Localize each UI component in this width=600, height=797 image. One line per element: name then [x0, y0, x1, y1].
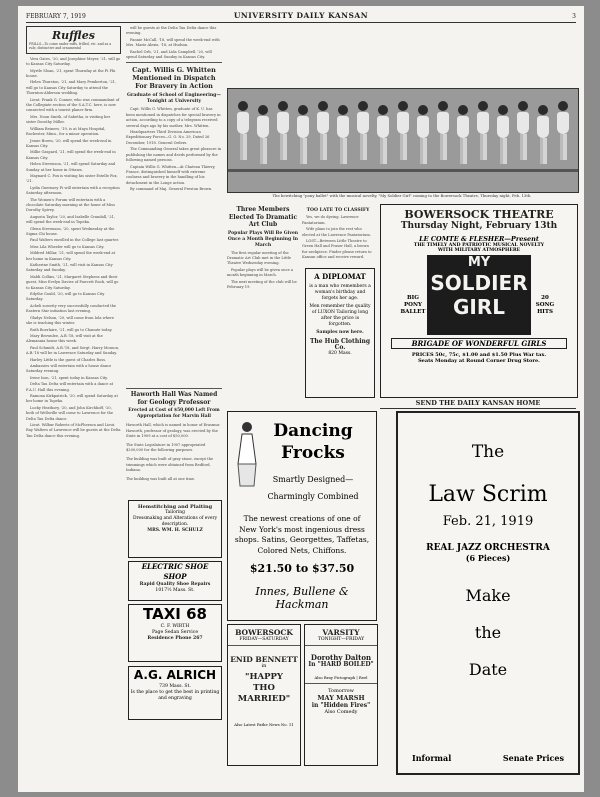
- law-senate-prices: Senate Prices: [502, 753, 564, 763]
- ruffles-title: Ruffles: [52, 29, 95, 42]
- society-paragraph: Glenn Stevenson, '20, spent Wednesday at the Sigma Chi house.: [26, 226, 115, 236]
- show-tagline-2: WITH MILITARY ATMOSPHERE: [437, 248, 521, 253]
- misc-paragraph: will be guests at the Delta Tau Delta dance this evening.: [126, 26, 217, 36]
- shoe-shop-line-1: Rapid Quality Shoe Repairs: [139, 582, 211, 587]
- alrich-address: 739 Mass. St.: [159, 684, 191, 689]
- logo-word-1: MY: [467, 255, 491, 270]
- my-soldier-girl-logo: [427, 255, 531, 335]
- masthead: [26, 10, 576, 23]
- society-paragraph: Harley Little is the guest of Charles Ross.: [30, 357, 107, 362]
- producer-line: LE COMTE & FLESHER—Present: [419, 235, 539, 243]
- society-paragraph: Paul Schmidt, A.B.'18, and Sergt. Harry Mosson, A.B.'18 will be in Lawrence Saturday and Sunday.: [26, 345, 120, 356]
- frocks-sub-1: Smartly Designed—: [272, 475, 354, 484]
- society-paragraph: Lieut. Wilbur Roberts of McPherson and Lieut. Ray Walters of Lawrence will be guests at the Delta Tau Delta dance this evening.: [26, 423, 121, 438]
- society-paragraph: Katherine Smith, '21, will visit in Kansas City Saturday and Sunday.: [26, 263, 113, 273]
- dancer-figure: [376, 105, 390, 165]
- dancer-figure: [336, 105, 350, 165]
- society-paragraph: Ruth Boerlaire, '21, will go to Chanute today.: [30, 327, 113, 332]
- newspaper-page: [18, 6, 584, 792]
- society-paragraph: Miss Lila Wheeler will go to Kansas City.: [30, 244, 105, 249]
- shoe-shop-name: ELECTRIC SHOE SHOP: [141, 562, 209, 581]
- dramatic-subhead: Popular Plays Will Be Given Once a Month Beginning In March: [227, 230, 299, 248]
- photo-caption: The bewitching "pony ballet" with the musical novelty, "My Soldier Girl" coming to the Bowersock Theatre, Thursday night, Feb. 13th.: [272, 193, 532, 198]
- society-column: [26, 26, 121, 788]
- dancer-figure: [316, 101, 330, 161]
- varsity-comedy: Also Comedy: [324, 709, 358, 715]
- society-paragraph: Maynard C. Fox is visiting his sister Estelle Fox, '21.: [26, 173, 118, 184]
- news-column: [126, 26, 222, 446]
- dancer-figure: [236, 101, 250, 161]
- dramatic-paragraph: Popular plays will be given once a month beginning in March.: [227, 267, 294, 278]
- society-paragraph: Jessie Boren, '20, will spend the week-end in Kansas City.: [26, 138, 112, 148]
- pony-ballet-label: BIG PONY BALLET: [400, 295, 426, 315]
- society-notes: [26, 57, 121, 439]
- classified-heading: TOO LATE TO CLASSIFY: [306, 208, 370, 213]
- society-paragraph: Mrs. Noon Smith, of Sabetha, is visiting her sister Dorothy Miller.: [26, 114, 111, 125]
- varsity-ad: [304, 624, 378, 766]
- hub-clothing-address: 820 Mass.: [328, 351, 352, 356]
- society-paragraph: Millie Gaspard, '21, will spend the week-end in Kansas City.: [26, 150, 116, 160]
- bowersock-show-days: FRIDAY—SATURDAY: [239, 637, 289, 642]
- society-paragraph: Vera Gates, '20, and Josephine Meyer, '21, will go to Kansas City Saturday.: [26, 56, 121, 67]
- classified-paragraph: Wife plans to join the rest who elected at the Lawrence Pantatorium.: [302, 227, 371, 237]
- frocks-title: Dancing Frocks: [273, 421, 353, 463]
- haworth-paragraph: The building was built all at one time.: [126, 477, 196, 482]
- society-paragraph: Helen Thurston, '21, and Mary Pemberton, '21, will go to Kansas City Saturday to attend the Thornton-Alderson wedding.: [26, 80, 117, 96]
- shoe-shop-address: 1017½ Mass. St.: [155, 588, 195, 593]
- law-the: The: [471, 442, 505, 462]
- taxi-phone: Residence Phone 267: [147, 636, 203, 641]
- law-informal: Informal: [412, 753, 452, 763]
- haworth-paragraph: The building was built of gray stone, except the trimmings which were obtained from Bedford, Indiana.: [126, 457, 214, 473]
- seat-sale: Seats Monday at Round Corner Drug Store.: [418, 358, 540, 364]
- dancer-figure: [416, 105, 430, 165]
- bowersock-in: in: [261, 663, 267, 669]
- film-title: "HAPPY THO MARRIED": [237, 672, 291, 704]
- dancer-figure: [436, 101, 450, 161]
- page-number: 3: [572, 13, 576, 20]
- society-paragraph: Irene Ison, '21, spent today in Kansas City.: [30, 375, 108, 380]
- show-tagline-1: THE TIMELY AND PATRIOTIC MUSICAL NOVELTY: [413, 243, 545, 248]
- electric-shoe-shop-ad: [128, 561, 222, 601]
- ticket-prices: PRICES 50c, 75c, $1.00 and $1.50 Plus War tax.: [411, 352, 547, 358]
- hemstitching-line-2: Dressmaking and Alterations of every description.: [132, 516, 218, 527]
- whitten-paragraph: By command of Maj. General Preston Brown.: [130, 187, 213, 192]
- enid-bennett: ENID BENNETT: [230, 655, 298, 664]
- society-paragraph: Ramona Kirkpatrick, '20, will spend Saturday at her home in Topeka.: [26, 393, 118, 404]
- haworth-subhead: Erected at Cost of $50,000 Left From Appropriation for Marvin Hall: [128, 408, 220, 419]
- society-paragraph: Lucky Heathory, '20, and John Kirchhoff, '20, both of Wellsville will come to Lawrence for the Delta Tau Delta dance.: [26, 405, 113, 421]
- diplomat-ad: [305, 268, 375, 398]
- alrich-slogan: Is the place to get the best in printing and engraving: [130, 690, 220, 701]
- orchestra-pieces: (6 Pieces): [465, 553, 511, 563]
- varsity-title: VARSITY: [322, 628, 360, 637]
- taxi-ad: [128, 604, 222, 662]
- law-make: Make: [465, 586, 511, 605]
- frocks-price: $21.50 to $37.50: [249, 562, 355, 575]
- society-paragraph: Ambassies will entertain with a house dance Saturday evening.: [26, 363, 112, 374]
- society-paragraph: Myrtle Sloan, '21, spent Thursday at the Pi Phi house.: [26, 68, 116, 79]
- society-paragraph: Mary Brownlee, A.B.'18, will visit at the Alemannia house this week.: [26, 333, 103, 344]
- whitten-article: [126, 107, 222, 192]
- diplomat-title: A DIPLOMAT: [314, 272, 366, 281]
- song-hits-label: 20 SONG HITS: [535, 295, 555, 315]
- ruffles-subtitle: FRILLS—To come under ruffs, frilled, etc. and as a rule, distinctive and ornamental: [29, 42, 112, 51]
- hemstitching-proprietor: MRS. WM. H. SCHULZ: [147, 528, 203, 533]
- logo-word-2: SOLDIER: [430, 271, 528, 295]
- society-paragraph: The Women's Forum will entertain with a chocolate Saturday morning at the home of Miss Dorothy Spivey.: [26, 197, 115, 213]
- jazz-orchestra: REAL JAZZ ORCHESTRA: [426, 543, 550, 553]
- dancer-figure: [356, 101, 370, 161]
- misc-paragraph: Fannie McCall, '18, will spend the week-end with Mrs. Marie Alexis, '18, at Hudson.: [126, 37, 220, 48]
- misc-notes: [126, 26, 222, 60]
- bowersock-date: Thursday Night, February 13th: [400, 221, 558, 231]
- dancer-figure: [516, 101, 530, 161]
- bray-pictograph: Also Bray Pictograph | Reel: [314, 675, 368, 680]
- dancing-frocks-ad: [227, 411, 377, 621]
- dramatic-club-article: [227, 206, 299, 406]
- society-paragraph: William Reiners, '19, is at Mayo Hospital, Rochester, Minn., for a minor operation.: [26, 126, 106, 137]
- taxi-owner: C. F. WIRTH: [160, 624, 190, 629]
- classified-paragraph: Yes, we do dyeing. Lawrence Pantatorium.: [302, 215, 359, 225]
- taxi-service: Page Sedan Service: [151, 630, 199, 635]
- dancer-figure: [496, 105, 510, 165]
- society-paragraph: Delta Tau Delta will entertain with a dance at F.A.U. Hall this evening.: [26, 382, 114, 392]
- law-scrim-date: Feb. 21, 1919: [442, 514, 534, 529]
- dancer-figure: [256, 105, 270, 165]
- bowersock-show-ad: [227, 624, 301, 766]
- dancer-figure: [456, 105, 470, 165]
- hemstitching-line-1: Tailoring: [165, 510, 185, 515]
- hemstitching-ad: [128, 500, 222, 558]
- hidden-fires: in "Hidden Fires": [311, 702, 371, 709]
- whitten-paragraph: The Commanding General takes great pleasure in publishing the names and deeds performed by the following named persons.: [126, 147, 222, 163]
- whitten-paragraph: Capt. Willis G. Whitten, graduate of K. U. has been mentioned in dispatches for special bravery in action, according to a copy of a telegram received several days ago by his mother, Mrs. Whitten.: [126, 107, 221, 128]
- logo-word-3: GIRL: [452, 295, 505, 319]
- law-scrim-ad: [396, 411, 580, 775]
- dancer-figure: [296, 105, 310, 165]
- society-paragraph: Lieut. Frank G. Conner, who was commandant of the Collegiate section of the S.A.T.C. here, is now connected with a tourist planer firm.: [26, 97, 120, 113]
- hard-boiled: In "HARD BOILED": [308, 661, 374, 668]
- bowersock-theatre-title: BOWERSOCK THEATRE: [404, 208, 554, 221]
- law-scrim-title: Law Scrim: [428, 482, 548, 507]
- taxi-name: TAXI 68: [143, 605, 207, 623]
- dorothy-dalton: Dorothy Dalton: [310, 653, 372, 662]
- dramatic-paragraph: The next meeting of the club will be February 19.: [227, 279, 297, 289]
- society-paragraph: Gladys Nelson, '20, will come from Iola where she is teaching this winter.: [26, 315, 115, 326]
- society-paragraph: Helen Stevenson, '21, will spend Saturday and Sunday at her home in Ottawa.: [26, 162, 116, 172]
- society-paragraph: Lydia Guernsey Fi will entertain with a reception Saturday afternoon.: [26, 185, 120, 196]
- frocks-description: The newest creations of one of New York's most ingenious dress shops. Satins, Georgettes, Taffetas, Colored Nets, Chiffons.: [234, 514, 370, 555]
- dramatic-paragraph: The first regular meeting of the Dramatic Art Club met in the Little Theatre Wednesday evening.: [227, 250, 292, 266]
- dancer-figure: [476, 101, 490, 161]
- varsity-tomorrow: Tomorrow: [328, 688, 354, 694]
- dancer-figure: [396, 101, 410, 161]
- ruffles-box: [26, 26, 121, 54]
- may-marsh: MAY MARSH: [317, 694, 365, 702]
- society-paragraph: Augusta Taylor, '20, and Isabelle Crandall, '21, will spend the week-end in Topeka.: [26, 214, 116, 225]
- bowersock-theatre-ad: [380, 204, 578, 398]
- varsity-days: TONIGHT—FRIDAY: [317, 637, 365, 642]
- whitten-paragraph: Headquarters Third Division American Expeditionary Forces—G. O. No. 29, Dated 26 December, 1918. General Orders.: [126, 130, 210, 145]
- diplomat-line-1: is a man who remembers a woman's birthday and forgets her age.: [309, 284, 371, 301]
- bowersock-show-title: BOWERSOCK: [235, 628, 293, 637]
- society-paragraph: Edythe Gould, '20, will go to Kansas City Saturday.: [26, 292, 105, 302]
- frocks-sub-2: Charmingly Combined: [267, 492, 359, 501]
- dancer-illustration: [234, 420, 260, 490]
- whitten-subhead: Graduate of School of Engineering—Tonight at University: [127, 93, 221, 105]
- store-signature: Innes, Bullene & Hackman: [255, 585, 349, 611]
- classified-paragraph: LOST—Between Little Theatre to Green Hall and Fraser Hall, a brown fur neckpiece. Finder please return to Kansan office and receive reward.: [302, 239, 372, 260]
- whitten-headline: Capt. Willis G. Whitten Mentioned in Dispatch For Bravery in Action: [132, 66, 216, 91]
- brigade-banner: BRIGADE OF WONDERFUL GIRLS: [391, 338, 567, 349]
- haworth-paragraph: The State Legislature in 1907 appropriated $200,000 for the following purposes.: [126, 443, 206, 453]
- whitten-paragraph: Captain Willis G. Whitten—At Chateau Thierry, France, distinguished himself with extreme coolness and bravery in the handling of his detachment in the Longe action.: [126, 164, 216, 185]
- hemstitching-title: Hemstitching and Plaiting: [137, 504, 213, 510]
- haworth-paragraph: Haworth Hall, which is named in honor of Erasmus Haworth, professor of geology, was erected by the State in 1909 at a cost of $50,000.: [126, 423, 220, 438]
- law-date-word: Date: [468, 660, 508, 679]
- alrich-name: A.G. ALRICH: [133, 668, 217, 682]
- issue-date: FEBRUARY 7, 1919: [26, 13, 86, 20]
- society-paragraph: Maldi Collins, '21, Margaret Stephens and their guest, Miss Evelyn Davies of Fawcett Rock, will go to Kansas City Saturday.: [26, 274, 119, 290]
- diplomat-line-2: Men remember the quality of LUXON Tailoring long after the price is forgotten.: [309, 304, 371, 327]
- haworth-article: [126, 386, 222, 496]
- dancer-figure: [276, 101, 290, 161]
- send-kansan-home-banner: SEND THE DAILY KANSAN HOME: [380, 399, 576, 409]
- diplomat-samples: Samples now here.: [316, 330, 364, 335]
- dramatic-headline: Three Members Elected To Dramatic Art Club: [228, 206, 298, 228]
- haworth-headline: Haworth Hall Was Named for Geology Professor: [130, 391, 218, 406]
- society-paragraph: Mildred Millar, '21, will spend the week-end at her home in Kansas City.: [26, 251, 116, 261]
- law-the-2: the: [474, 623, 502, 642]
- dancer-figure: [536, 105, 550, 165]
- hub-clothing-name: The Hub Clothing Co.: [309, 338, 371, 351]
- society-paragraph: Acheli sorority very successfully conducted the Eastern Star initiation last evening.: [26, 303, 117, 314]
- dancer-figure: [556, 101, 570, 161]
- misc-paragraph: Rachel Orb, '21, and Lida Campbell, '20, will spend Saturday and Sunday in Kansas City.: [126, 49, 212, 60]
- society-paragraph: Paul Walters enrolled in the College last quarter.: [30, 238, 119, 243]
- pony-ballet-photo: [227, 88, 579, 193]
- alrich-ad: [128, 666, 222, 720]
- pathe-news: Also Latest Pathe News No. 11: [234, 722, 294, 727]
- newspaper-title: UNIVERSITY DAILY KANSAN: [233, 11, 369, 20]
